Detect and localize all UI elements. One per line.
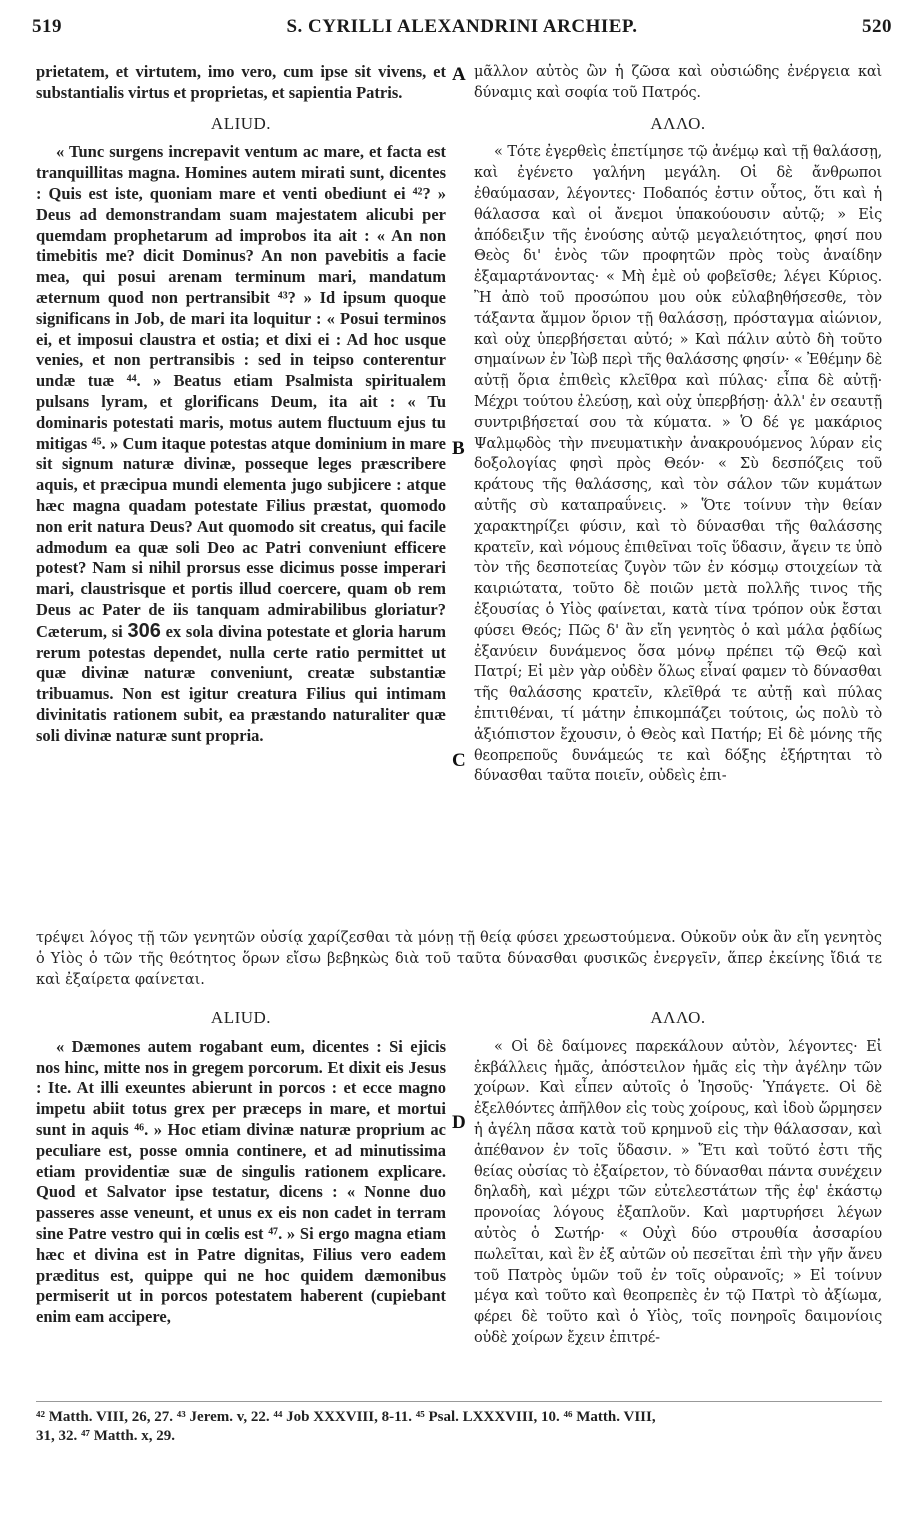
column-number: 306	[127, 619, 161, 642]
latin-heading-aliud-1: ALIUD.	[210, 113, 272, 133]
greek-paragraph-1: « Τότε ἐγερθεὶς ἐπετίμησε τῷ ἀνέμῳ καὶ τῇ θαλάσσῃ, καὶ ἐγένετο γαλήνη μεγάλη. Οἱ δὲ ἄνθρωποι ἐθαύμασαν, λέγοντες· Ποδαπός ἐστιν οὗτος, ὅτι καὶ ἡ θάλασσα καὶ οἱ ἄνεμοι ὑπακούουσιν αὐτῷ; » Εἰς ἀπόδειξιν τῆς ἐνούσης αὐτῷ μεγαλειότητος, φησί που Θεὸς δι' ἑνὸς τῶν προφητῶν πρὸς τοὺς ἀναίδην ἐξαμαρτάνοντας· « Μὴ ἐμὲ οὐ φοβεῖσθε; λέγει Κύριος. Ἢ ἀπὸ τοῦ προσώπου μου οὐκ εὐλαβηθήσεσθε, τὸν τάξαντα ἄμμον ὅριον τῇ θαλάσσῃ, πρόσταγμα αἰώνιον, καὶ οὐχ ὑπερβήσεται αὐτό; » Καὶ πάλιν αὐτὸ δὴ τοῦτο σημαίνων ἐν Ἰὼβ περὶ τῆς θαλάσσης φησίν· « Ἐθέμην δὲ αὐτῇ ὅρια ἐπιθεὶς κλεῖθρα καὶ πύλας· εἶπα δὲ αὐτῇ· Μέχρι τούτου ἐλεύσῃ, καὶ οὐχ ὑπερβήσῃ· ἀλλ' ἐν σεαυτῇ συντριβήσεταί σου τὰ κύματα. » Ὁ δέ γε μακάριος Ψαλμῳδὸς τὴν πνευματικὴν ἀνακρουόμενος λύραν εἰς δοξολογίας φησὶ πρὸς Θεόν· « Σὺ δεσπόζεις τοῦ κράτους τῆς θαλάσσης, καὶ τὸν σάλον τῶν κυμάτων αὐτῆς σὺ καταπραΰνεις. » Ὅτε τοίνυν τὴν θείαν χαρακτηρίζει φύσιν, καὶ τὸ δύνασθαι τῆς θαλάσσης κρατεῖν, καὶ νόμους ἐπιθεῖναι τοῖς ὕδασιν, ἄγειν τε ὑπὸ τὸν τῆς δεσποτείας ζυγὸν τῶν ἐν κόσμῳ στοιχείων τὰ καιριώτατα, τοῦτο δὲ ποιῶν μετὰ πολλῆς τινος τῆς ἐξουσίας ὁ Υἱὸς φαίνεται, κατὰ τίνα τρόπον οὐκ ἔσται φύσει Θεός; Πῶς δ' ἂν εἴη γενητὸς ὁ καὶ μάλα ῥᾳδίως ἐξανύειν δυνάμενος ὅσα μόνῳ πρέπει τῷ Θεῷ καὶ Πατρί; Εἰ μὲν γὰρ οὐδὲν ὅλως εἶναί φαμεν τὸ δύνασθαι τῆς θαλάσσης κρατεῖν, κλεῖθρά τε αὐτῇ καὶ πύλας ἐπιτιθέναι, τί μάτην ἐπικομπάζει τούτοις, ὡς πολὺ τὸ ἀξιόπιστον ἔχουσιν, ὁ Θεὸς καὶ Πατήρ; Εἰ δὲ μόνης τῆς θεοπρεποῦς δυνάμεώς τε καὶ δόξης ἐξήρτηται τὸ δύνασθαι ταῦτα ποιεῖν, οὐδεὶς ἐπι-	[474, 144, 882, 785]
footnote-line-1: ⁴² Matth. VIII, 26, 27. ⁴³ Jerem. v, 22. ⁴⁴ Job XXXVIII, 8-11. ⁴⁵ Psal. LXXXVIII, 10. ⁴⁶ Matth. VIII,	[36, 1409, 656, 1425]
margin-marker-a: A	[452, 64, 466, 85]
greek-column-upper	[474, 62, 882, 924]
left-page-number: 519	[32, 16, 62, 37]
greek-wide-text: τρέψει λόγος τῇ τῶν γενητῶν οὐσίᾳ χαρίζεσθαι τὰ μόνῃ τῇ θείᾳ φύσει χρεωστούμενα. Οὐκοῦν οὐκ ἂν εἴη γενητὸς ὁ Υἱὸς ὁ τῶν τῆς θεότητος ὅρων εἴσω βεβηκὼς διὰ τοῦ ταῦτα δύνασθαι φυσικῶς ἐνεργεῖν, ἅπερ ἐκείνης ἴδιά τε καὶ ἐξαίρετα φαίνεται.	[36, 930, 882, 988]
page-title: S. CYRILLI ALEXANDRINI ARCHIEP.	[286, 16, 638, 37]
greek-heading-allo-2: ΑΛΛΟ.	[650, 1008, 706, 1027]
latin-column-lower	[36, 998, 446, 1396]
footnotes	[36, 1408, 882, 1446]
margin-marker-b: B	[452, 438, 465, 459]
greek-wide-continuation	[36, 928, 882, 992]
latin-intro: prietatem, et virtutem, imo vero, cum ipse sit vivens, et substantialis virtus et proprietas, et sapientia Patris.	[36, 62, 446, 102]
margin-marker-c: C	[452, 750, 466, 771]
latin-paragraph-1-text-a: « Tunc surgens increpavit ventum ac mare, et facta est tranquillitas magna. Homines autem mirati sunt, dicentes : Quis est iste, quoniam mare et venti obediunt ei ⁴²? » Deus ad demonstrandam suam majestatem alicubi per quemdam prophetarum ad improbos ita ait : « An non timebitis me? dicit Dominus? An non pavebitis a facie mea, qui posui arenam terminum mari, mandatum æternum quod non pertransibit ⁴³? » Id ipsum quoque significans in Job, de mari ita loquitur : « Posui terminos ei, et imposui claustra et ostia; et dixi ei : Ad hoc usque venies, et non pertransibis : sed in teipso conterentur undæ tuæ ⁴⁴. » Beatus etiam Psalmista spiritualem pulsans lyram, et glorificans Deum, ita ait : « Tu dominaris potestati maris, motus autem fluctuum ejus tu mitigas ⁴⁵. » Cum itaque potestas atque dominium in mare sit signum naturæ divinæ, posseque leges præscribere aquis, et præcipua mundi elementa jugo subjicere : atque hæc magna quadam potestate Filius præstat, quomodo non erit natura Deus? Aut quomodo sit creatus, qui facile admodum ea quæ soli Deo ac Patri conveniunt efficere potest? Nam si nihil prorsus esse dicimus posse imperari mari, claustrisque et portis illud coercere, quam ob rem Deus ac Pater de iis tanquam admirabilibus gloriatur? Cæterum, si	[36, 142, 446, 641]
greek-column-lower	[474, 998, 882, 1396]
latin-heading-aliud-2: ALIUD.	[210, 1008, 272, 1027]
right-page-number: 520	[862, 16, 892, 37]
latin-paragraph-1-text-b: ex sola divina potestate et gloria harum rerum potestas dependet, nulla certe ratio permittet ut quæ divinæ naturæ conveniunt, creatæ substantiæ tribuamus. Non est igitur creatura Filius qui intimam divinitatis rationem subit, ea præstando naturaliter quæ soli divinæ naturæ sunt propria.	[36, 621, 446, 745]
greek-heading-allo-1: ΑΛΛΟ.	[650, 113, 706, 133]
latin-paragraph-1	[36, 142, 446, 746]
latin-paragraph-2: « Dæmones autem rogabant eum, dicentes : Si ejicis nos hinc, mitte nos in gregem porcorum. Et dixit eis Jesus : Ite. At illi exeuntes abierunt in porcos : et ecce magno impetu abiit totus grex per præceps in mare, et mortui sunt in aquis ⁴⁶. » Hoc etiam divinæ naturæ proprium ac peculiare est, posse omnia continere, et ad minutissima etiam providentiæ suæ de singulis rationem explicare. Quod et Salvator ipse testatur, dicens : « Nonne duo passeres asse veneunt, et unus ex eis non cadet in terram sine Patre vestro qui in cœlis est ⁴⁷. » Si ergo magna etiam hæc et divina est in Patre dignitas, Filius vero eadem præditus est, quippe qui ne hoc quidem dæmonibus permiserit ut in porcos potestatem haberent (cupiebant enim eam accipere,	[36, 1036, 446, 1327]
greek-paragraph-2: « Οἱ δὲ δαίμονες παρεκάλουν αὐτὸν, λέγοντες· Εἰ ἐκβάλλεις ἡμᾶς, ἀπόστειλον ἡμᾶς εἰς τὴν ἀγέλην τῶν χοίρων. Καὶ εἶπεν αὐτοῖς ὁ Ἰησοῦς· Ὑπάγετε. Οἱ δὲ ἐξελθόντες ἀπῆλθον εἰς τοὺς χοίρους, καὶ ἰδοὺ ὥρμησεν ἡ ἀγέλη πᾶσα κατὰ τοῦ κρημνοῦ εἰς τὴν θάλασσαν, καὶ ἀπέθανον ἐν τοῖς ὕδασιν. » Ἔτι καὶ τοῦτό ἐστι τῆς θείας οὐσίας τὸ ἐξαίρετον, τὸ δύνασθαι πάντα συνέχειν δηλαδὴ, καὶ μέχρι τῶν εὐτελεστάτων τῆς ἐφ' ἑκάστῳ προνοίας λόγους ἐξαπλοῦν. Καὶ μαρτυρήσει λέγων αὐτὸς ὁ Σωτήρ· « Οὐχὶ δύο στρουθία ἀσσαρίου πωλεῖται, καὶ ἓν ἐξ αὐτῶν οὐ πεσεῖται ἐπὶ τὴν γῆν ἄνευ τοῦ Πατρὸς ὑμῶν τοῦ ἐν τοῖς οὐρανοῖς; » Εἰ τοίνυν μέγα καὶ τοῦτο καὶ θεοπρεπὲς ἐν τῷ Πατρὶ τὸ ἀξίωμα, φέρει δὲ τοῦτο καὶ ὁ Υἱὸς, τοῖς πονηροῖς δαιμονίοις οὐδὲ χοίρων ἔχειν ἐπιτρέ-	[474, 1038, 882, 1346]
latin-column-upper	[36, 62, 446, 924]
greek-intro: μᾶλλον αὐτὸς ὢν ἡ ζῶσα καὶ οὐσιώδης ἐνέργεια καὶ δύναμις καὶ σοφία τοῦ Πατρός.	[474, 64, 882, 101]
running-head	[32, 16, 892, 46]
footnote-line-2: 31, 32. ⁴⁷ Matth. x, 29.	[36, 1428, 175, 1444]
footnote-rule	[36, 1401, 882, 1402]
margin-marker-d: D	[452, 1112, 466, 1133]
